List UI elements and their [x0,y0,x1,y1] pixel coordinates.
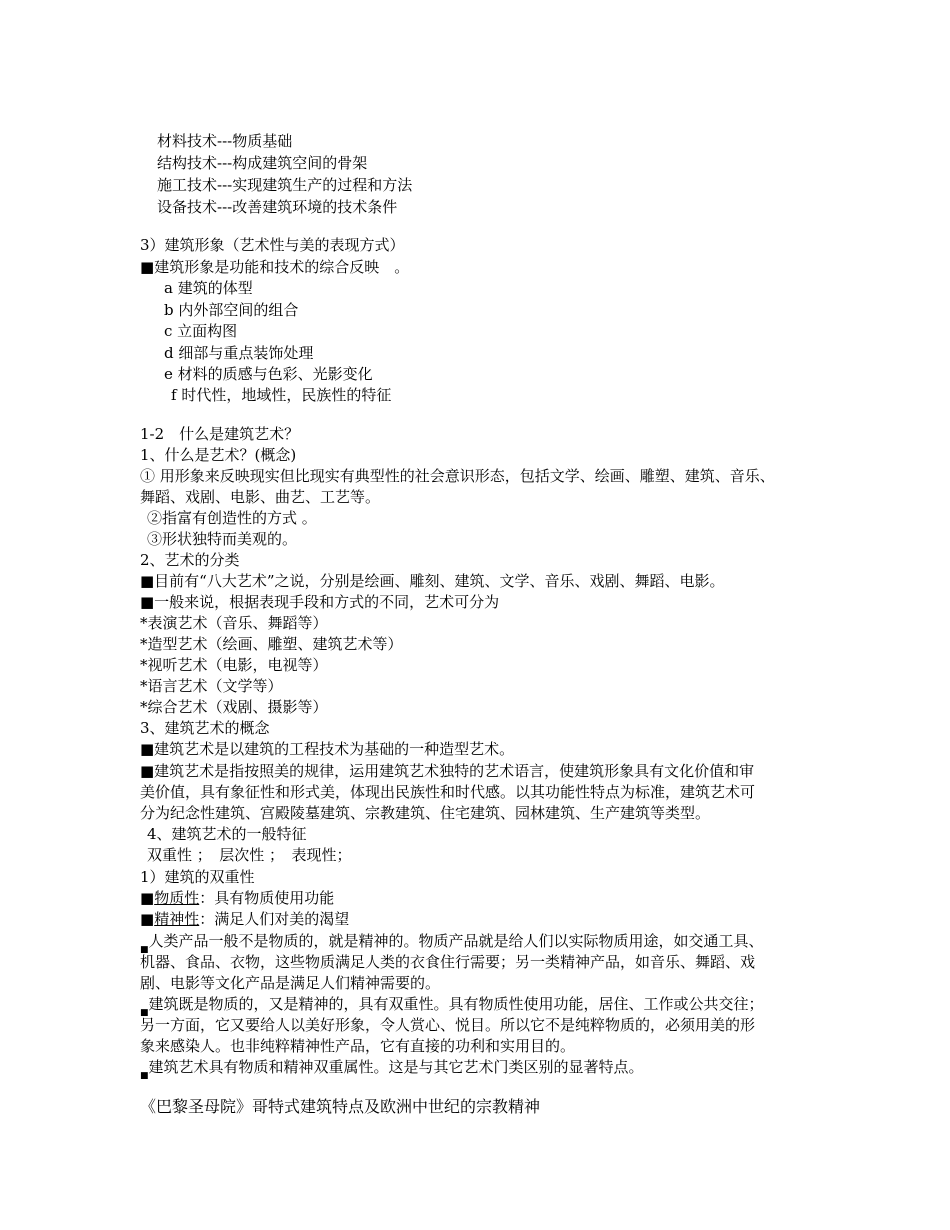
paragraph-2-text: 建筑既是物质的，又是精神的，具有双重性。具有物质性使用功能，居住、工作或公共交往； [148,995,764,1013]
paragraph-1-text: 人类产品一般不是物质的，就是精神的。物质产品就是给人们以实际物质用途，如交通工具、 [148,932,764,950]
spirit-text: ：满足人们对美的渴望 [199,910,350,928]
notre-dame-title: 《巴黎圣母院》哥特式建筑特点及欧洲中世纪的宗教精神 [140,1097,541,1116]
definition-2: ②指富有创造性的方式 。 [147,509,317,527]
traits-list: 双重性 ； 层次性 ； 表现性； [147,846,352,864]
bullet-square-icon: ■ [140,889,155,907]
paragraph-1-line-3: 剧、电影等文化产品是满足人们精神需要的。 [140,974,441,992]
paragraph-1-line-1 [140,932,764,953]
image-item-d: d 细部与重点装饰处理 [164,344,314,362]
art-kind-comprehensive: *综合艺术（戏剧、摄影等） [140,698,328,716]
bullet-square-icon: ■ [140,910,155,928]
question-3: 3、建筑艺术的概念 [140,719,270,737]
image-bullet [140,258,409,276]
image-item-b: b 内外部空间的组合 [164,301,299,319]
question-1: 1、什么是艺术？(概念) [140,446,297,464]
concept-2-line-2: 美价值，具有象征性和形式美，体现出民族性和时代感。以其功能性特点为标准，建筑艺术可 [140,783,756,801]
tech-construction: 施工技术---实现建筑生产的过程和方法 [157,176,413,194]
image-item-f: f 时代性，地域性，民族性的特征 [171,386,392,404]
bullet-square-icon: ■ [140,1008,149,1018]
art-kind-audiovisual: *视听艺术（电影，电视等） [140,656,328,674]
image-bullet-text: 建筑形象是功能和技术的综合反映 。 [154,258,410,276]
art-kind-performing: *表演艺术（音乐、舞蹈等） [140,614,328,632]
art-kind-language: *语言艺术（文学等） [140,677,283,695]
section-heading-image: 3）建筑形象（艺术性与美的表现方式） [140,236,405,254]
concept-2-line-1: ■建筑艺术是指按照美的规律，运用建筑艺术独特的艺术语言，使建筑形象具有文化价值和审 [140,762,755,780]
material-label: 物质性 [154,889,200,907]
question-2: 2、艺术的分类 [140,551,240,569]
paragraph-3 [140,1058,644,1079]
image-item-c: c 立面构图 [164,322,238,340]
material-text: ：具有物质使用功能 [199,889,335,907]
bullet-square-icon: ■ [140,945,149,955]
paragraph-2-line-2: 另一方面，它又要给人以美好形象，令人赏心、悦目。所以它不是纯粹物质的，必须用美的形 [140,1016,756,1034]
image-item-a: a 建筑的体型 [164,279,253,297]
question-4: 4、建筑艺术的一般特征 [147,825,307,843]
tech-equipment: 设备技术---改善建筑环境的技术条件 [157,198,398,216]
spirit-line [140,910,349,928]
section-heading-art: 1-2 什么是建筑艺术？ [140,425,300,443]
dual-heading: 1）建筑的双重性 [140,868,255,886]
tech-material: 材料技术---物质基础 [157,132,293,150]
definition-1-line-2: 舞蹈、戏剧、电影、曲艺、工艺等。 [140,488,381,506]
definition-3: ③形状独特而美观的。 [147,530,298,548]
material-line [140,889,334,907]
definition-1-line-1: ① 用形象来反映现实但比现实有典型性的社会意识形态，包括文学、绘画、雕塑、建筑、音乐、 [140,467,775,485]
image-item-e: e 材料的质感与色彩、光影变化 [164,365,373,383]
art-kind-plastic: *造型艺术（绘画、雕塑、建筑艺术等） [140,635,403,653]
paragraph-2-line-3: 象来感染人。也非纯粹精神性产品，它有直接的功利和实用目的。 [140,1037,576,1055]
bullet-square-icon: ■ [140,258,155,276]
paragraph-2-line-1 [140,995,764,1016]
concept-2-line-3: 分为纪念性建筑、宫殿陵墓建筑、宗教建筑、住宅建筑、园林建筑、生产建筑等类型。 [140,804,711,822]
paragraph-3-text: 建筑艺术具有物质和精神双重属性。这是与其它艺术门类区别的显著特点。 [148,1058,644,1076]
bullet-square-icon: ■ [140,1071,149,1081]
spirit-label: 精神性 [154,910,200,928]
paragraph-1-line-2: 机器、食品、衣物，这些物质满足人类的衣食住行需要；另一类精神产品，如音乐、舞蹈、戏 [140,953,756,971]
classification-2: ■一般来说，根据表现手段和方式的不同，艺术可分为 [140,593,500,611]
concept-1: ■建筑艺术是以建筑的工程技术为基础的一种造型艺术。 [140,740,515,758]
tech-structure: 结构技术---构成建筑空间的骨架 [157,154,368,172]
classification-1: ■目前有“八大艺术”之说，分别是绘画、雕刻、建筑、文学、音乐、戏剧、舞蹈、电影。 [140,572,725,590]
